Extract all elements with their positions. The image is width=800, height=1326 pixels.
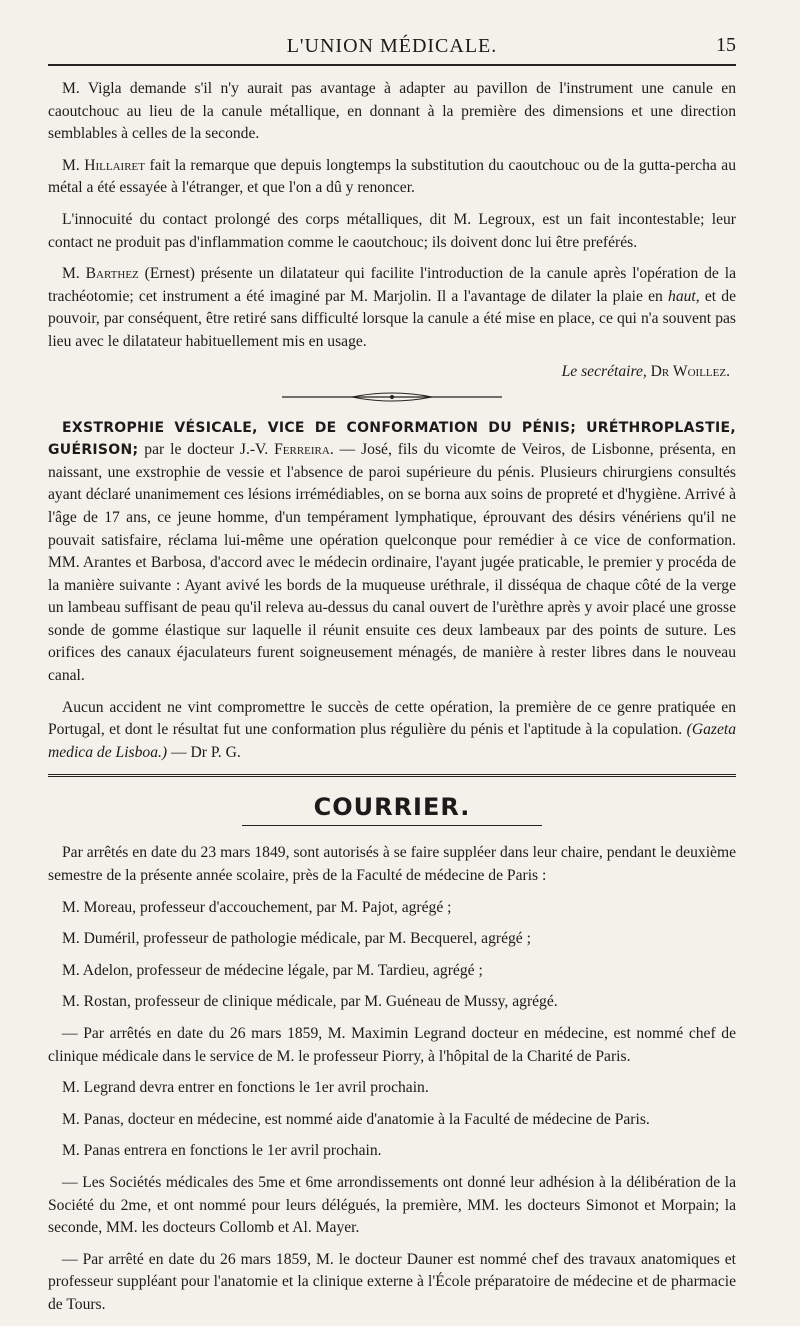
courrier-paragraph: M. Panas entrera en fonctions le 1er avril prochain. bbox=[62, 1142, 382, 1160]
courrier-paragraph: — Par arrêtés en date du 26 mars 1859, M. Maximin Legrand docteur en médecine, est nommé chef de clinique médicale dans le service de M. le professeur Piorry, à l'hôpital de la Charité de Paris. bbox=[48, 1025, 736, 1065]
paragraph-text: (Ernest) présente un dilatateur qui facilite l'introduction de la canule après l'opération de la trachéotomie; cet instrument a été imaginé par M. Marjolin. Il a l'avantage de dilater la plaie en bbox=[48, 265, 736, 305]
main-column bbox=[48, 78, 736, 1326]
section-title: COURRIER. bbox=[313, 793, 471, 822]
italic-word: haut, bbox=[668, 287, 700, 305]
list-item: M. Rostan, professeur de clinique médicale, par M. Guéneau de Mussy, agrégé. bbox=[62, 993, 558, 1011]
article-source: (Gazeta medica de Lisboa.) bbox=[48, 721, 736, 761]
list-item: M. Adelon, professeur de médecine légale, par M. Tardieu, agrégé ; bbox=[62, 961, 483, 979]
paragraph-legroux: L'innocuité du contact prolongé des corps métalliques, dit M. Legroux, est un fait incontestable; leur contact ne produit pas d'inflammation comme le caoutchouc; ils doivent donc lui être preférés. bbox=[48, 210, 736, 251]
journal-title: L'UNION MÉDICALE. bbox=[286, 34, 498, 57]
paragraph-vigla: M. Vigla demande s'il n'y aurait pas avantage à adapter au pavillon de l'instrument une canule en caoutchouc au lieu de la canule métallique, en donnant à la première des dimensions et une direction semblables à celles de la seconde. bbox=[48, 80, 736, 143]
courrier-paragraph: — Par arrêté en date du 26 mars 1859, M. le docteur Dauner est nommé chef des travaux anatomiques et professeur suppléant pour l'anatomie et la clinique externe à l'École préparatoire de médecine et de pharmacie de Tours. bbox=[48, 1250, 736, 1313]
courrier-paragraph: — Les Sociétés médicales des 5me et 6me arrondissements ont donné leur adhésion à la délibération de la Société du 2me, et ont nommé pour leurs délégués, la première, MM. les docteurs Simonot et Morpain; la seconde, MM. les docteurs Collomb et Al. Mayer. bbox=[48, 1173, 736, 1237]
courrier-paragraph: M. Legrand devra entrer en fonctions le 1er avril prochain. bbox=[62, 1079, 429, 1097]
speaker-name: M. Barthez bbox=[62, 265, 139, 283]
article-text: Aucun accident ne vint compromettre le succès de cette opération, la première de ce genre pratiquée en Portugal, et dont le résultat fut une conformation plus régulière du pénis et l'aptitude à la copulation. bbox=[48, 698, 736, 739]
page-number: 15 bbox=[716, 34, 736, 56]
paragraph-text: et de pouvoir, par conséquent, être retiré sans difficulté lorsque la canule a été mise en place, ce qui n'a souvent pas lieu avec le dilatateur habituellement mis en usage. bbox=[48, 287, 736, 350]
article-signature: — Dr P. G. bbox=[167, 743, 241, 761]
page-header bbox=[48, 28, 736, 66]
article-conclusion bbox=[48, 697, 736, 765]
paragraph-text: fait la remarque que depuis longtemps la substitution du caoutchouc ou de la gutta-percha au métal a été essayée à l'étranger, et que l'on a dû y renoncer. bbox=[48, 156, 736, 197]
signature-role: Le secrétaire, bbox=[561, 362, 647, 380]
ornament-rule-icon bbox=[282, 391, 502, 403]
speaker-name: M. Hillairet bbox=[62, 156, 145, 174]
article-heading: EXSTROPHIE VÉSICALE, VICE DE CONFORMATION DU PÉNIS; URÉTHROPLASTIE, GUÉRISON; bbox=[48, 419, 736, 459]
article-exstrophie bbox=[48, 417, 736, 688]
courrier-intro: Par arrêtés en date du 23 mars 1849, sont autorisés à se faire suppléer dans leur chaire, pendant le deuxième semestre de la présente année scolaire, près de la Faculté de médecine de Paris : bbox=[48, 844, 736, 885]
list-item: M. Moreau, professeur d'accouchement, par M. Pajot, agrégé ; bbox=[62, 898, 452, 916]
article-author: Ferreira. bbox=[274, 441, 334, 459]
paragraph-hillairet bbox=[48, 155, 736, 200]
title-underline bbox=[242, 825, 542, 826]
signature-name: Dr Woillez. bbox=[650, 362, 730, 380]
list-item: M. Duméril, professeur de pathologie médicale, par M. Becquerel, agrégé ; bbox=[62, 930, 531, 948]
section-divider bbox=[48, 774, 736, 777]
paragraph-barthez bbox=[48, 263, 736, 353]
secretary-signature bbox=[48, 363, 730, 381]
article-text: par le docteur J.-V. bbox=[138, 441, 275, 459]
ornament-divider bbox=[48, 391, 736, 403]
article-text: — José, fils du vicomte de Veiros, de Lisbonne, présenta, en naissant, une exstrophie de vessie et l'absence de paroi supérieure du pénis. Plusieurs chirurgiens consultés ayant déclaré unanimement ces lésions irrémédiables, on se borna aux soins de propreté et d'hygiène. Arrivé à l'âge de 17 ans, ce jeune homme, d'un tempérament lymphatique, éprouvant des désirs vénériens qu'il ne pouvait satisfaire, réclama lui-même une opération quelconque pour remédier à ce vice de conformation. MM. Arantes et Barbosa, d'accord avec le médecin ordinaire, l'ayant jugée praticable, le premier y procéda de la manière suivante : Ayant avivé les bords de la muqueuse uréthrale, il disséqua de chaque côté de la verge un lambeau suffisant de peau qu'il releva au-dessus du canal ouvert de l'urèthre après y avoir placé une grosse sonde de gomme élastique sur laquelle il réunit ensuite ces deux lambeaux par des points de suture. Les orifices des canaux éjaculateurs furent soigneusement ménagés, de manière à rester libres dans le nouveau canal. bbox=[48, 441, 736, 685]
courrier-paragraph: M. Panas, docteur en médecine, est nommé aide d'anatomie à la Faculté de médecine de Paris. bbox=[62, 1110, 650, 1128]
